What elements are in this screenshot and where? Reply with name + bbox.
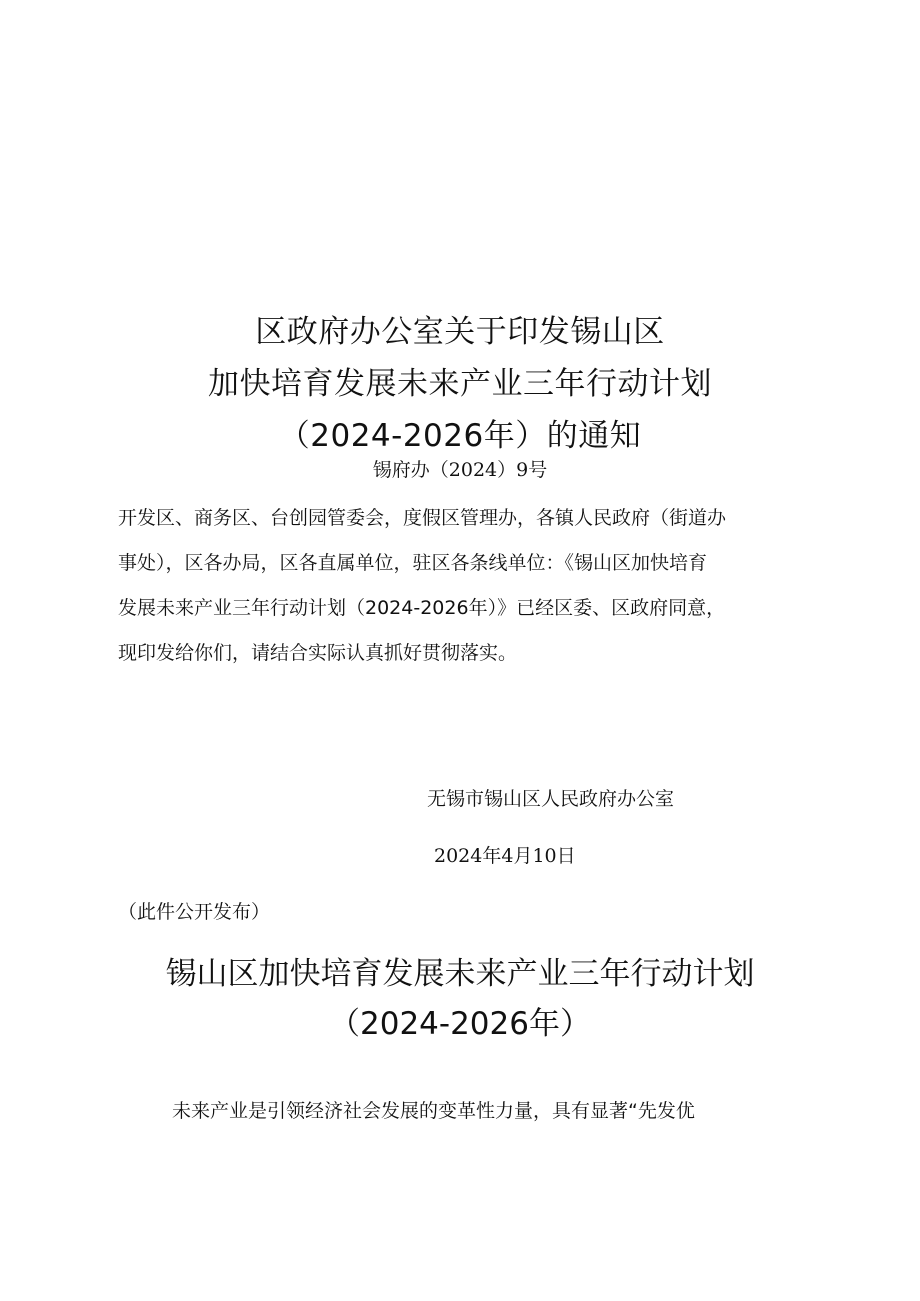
issuing-office: 无锡市锡山区人民政府办公室: [427, 788, 675, 810]
plan-title-line: （2024-2026年）: [329, 1006, 591, 1042]
notice-title-line: 区政府办公室关于印发锡山区: [255, 314, 665, 350]
body-line: 事处），区各办局，区各直属单位，驻区各条线单位：《锡山区加快培育: [118, 552, 708, 574]
plan-intro-paragraph: 未来产业是引领经济社会发展的变革性力量，具有显著“先发优: [172, 1100, 695, 1122]
body-line: 发展未来产业三年行动计划（2024-2026年）》已经区委、区政府同意，: [118, 597, 726, 619]
notice-title-line: 加快培育发展未来产业三年行动计划: [208, 366, 712, 402]
public-release-note: （此件公开发布）: [118, 901, 271, 923]
issue-date: 2024年4月10日: [434, 845, 576, 867]
plan-title: [0, 949, 920, 1049]
document-number: 锡府办（2024）9号: [372, 459, 548, 481]
plan-title-line: 锡山区加快培育发展未来产业三年行动计划: [165, 956, 755, 992]
notice-body: [118, 496, 818, 676]
body-line: 现印发给你们，请结合实际认真抓好贯彻落实。: [118, 642, 518, 664]
body-line: 开发区、商务区、台创园管委会，度假区管理办，各镇人民政府（街道办: [118, 507, 727, 529]
notice-title: [0, 306, 920, 462]
notice-title-line: （2024-2026年）的通知: [278, 418, 642, 454]
